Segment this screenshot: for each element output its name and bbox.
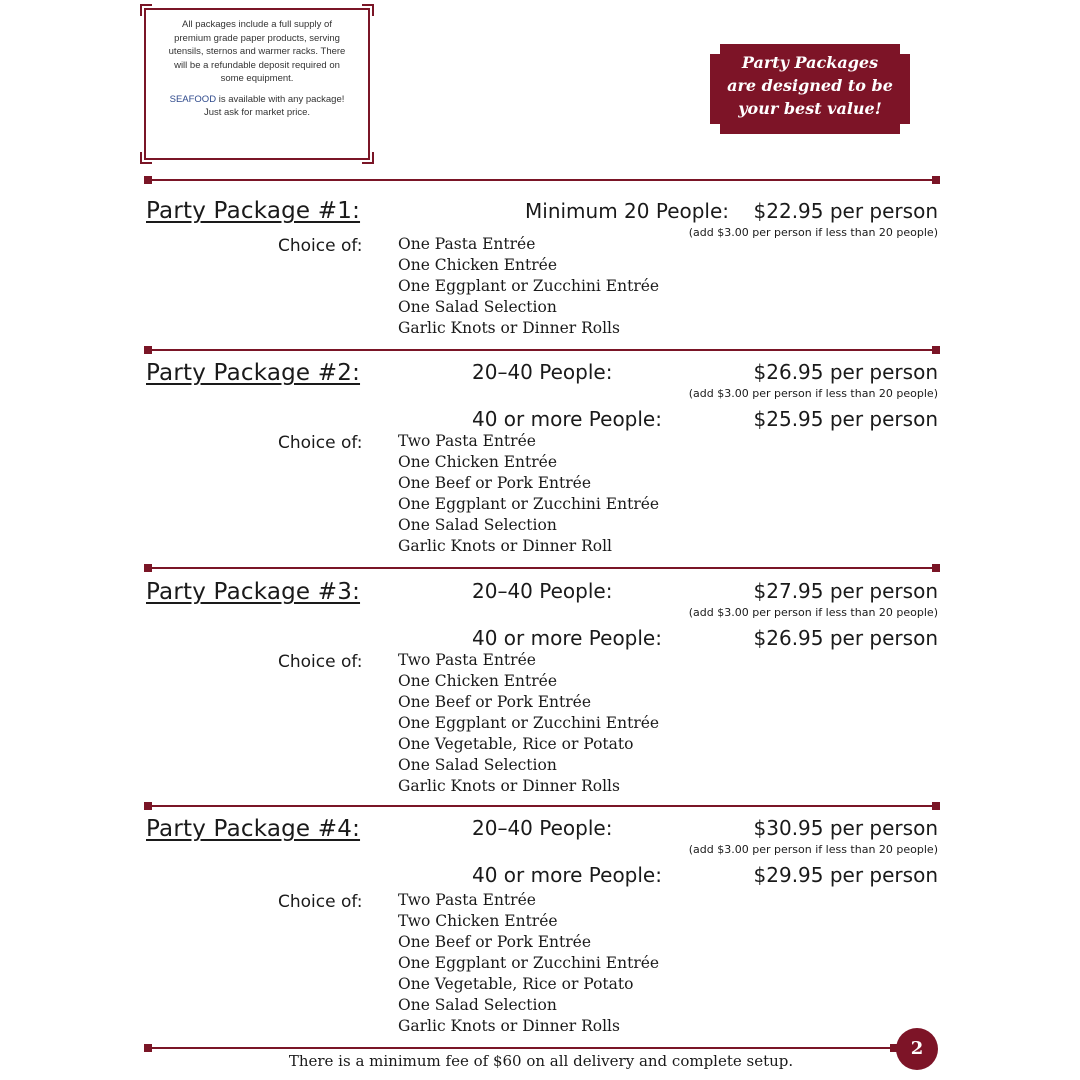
menu-item: One Beef or Pork Entrée: [398, 933, 592, 951]
section-divider: [146, 179, 938, 181]
tier-price: $29.95 per person: [753, 863, 938, 887]
menu-item: Two Pasta Entrée: [398, 432, 536, 450]
corner-ornament-icon: [140, 152, 152, 164]
tier-price: $22.95 per person: [753, 199, 938, 223]
tier-label: 20–40 People:: [472, 816, 613, 840]
tier-label: 40 or more People:: [472, 626, 662, 650]
tier-label: 40 or more People:: [472, 863, 662, 887]
menu-items: [398, 890, 659, 1037]
choice-label: Choice of:: [278, 892, 363, 912]
menu-items: [398, 431, 659, 557]
choice-label: Choice of:: [278, 236, 363, 256]
seafood-note: [164, 93, 350, 120]
surcharge-note: (add $3.00 per person if less than 20 people): [688, 387, 938, 400]
tier-price: $30.95 per person: [753, 816, 938, 840]
tier-label: Minimum 20 People:: [525, 199, 730, 223]
menu-item: One Chicken Entrée: [398, 256, 558, 274]
menu-item: Garlic Knots or Dinner Rolls: [398, 777, 620, 795]
section-divider: [146, 805, 938, 807]
corner-ornament-icon: [362, 152, 374, 164]
menu-item: One Eggplant or Zucchini Entrée: [398, 495, 660, 513]
menu-item: One Chicken Entrée: [398, 672, 558, 690]
promo-line: are designed to be: [727, 76, 893, 95]
package-title: Party Package #4:: [146, 816, 361, 842]
promo-line: your best value!: [738, 99, 882, 118]
section-divider: [146, 567, 938, 569]
menu-item: One Vegetable, Rice or Potato: [398, 735, 634, 753]
surcharge-note: (add $3.00 per person if less than 20 people): [688, 843, 938, 856]
seafood-word: SEAFOOD: [169, 93, 217, 105]
menu-item: One Eggplant or Zucchini Entrée: [398, 714, 660, 732]
package-title: Party Package #3:: [146, 579, 361, 605]
tier-price: $26.95 per person: [753, 360, 938, 384]
promo-banner: [710, 44, 910, 134]
menu-item: One Eggplant or Zucchini Entrée: [398, 277, 660, 295]
menu-item: Garlic Knots or Dinner Rolls: [398, 319, 620, 337]
seafood-text: is available with any package! Just ask for market price.: [203, 93, 345, 118]
tier-price: $25.95 per person: [753, 407, 938, 431]
menu-item: One Chicken Entrée: [398, 453, 558, 471]
menu-item: Two Pasta Entrée: [398, 891, 536, 909]
info-text: All packages include a full supply of premium grade paper products, serving utensils, sternos and warmer racks. There will be a refundable deposit required on some equipment.: [168, 19, 346, 84]
menu-item: One Beef or Pork Entrée: [398, 693, 592, 711]
menu-item: Two Chicken Entrée: [398, 912, 558, 930]
tier-price: $27.95 per person: [753, 579, 938, 603]
menu-item: One Pasta Entrée: [398, 235, 536, 253]
promo-line: Party Packages: [741, 53, 879, 72]
menu-item: Garlic Knots or Dinner Rolls: [398, 1017, 620, 1035]
choice-label: Choice of:: [278, 652, 363, 672]
surcharge-note: (add $3.00 per person if less than 20 people): [688, 226, 938, 239]
surcharge-note: (add $3.00 per person if less than 20 people): [688, 606, 938, 619]
section-divider: [146, 349, 938, 351]
tier-label: 20–40 People:: [472, 360, 613, 384]
menu-item: One Salad Selection: [398, 996, 557, 1014]
corner-ornament-icon: [362, 4, 374, 16]
package-info-box: [144, 8, 370, 160]
menu-item: One Beef or Pork Entrée: [398, 474, 592, 492]
tier-label: 20–40 People:: [472, 579, 613, 603]
menu-item: One Salad Selection: [398, 298, 557, 316]
delivery-fee-note: There is a minimum fee of $60 on all delivery and complete setup.: [288, 1052, 794, 1070]
menu-item: Two Pasta Entrée: [398, 651, 536, 669]
tier-label: 40 or more People:: [472, 407, 662, 431]
menu-item: One Salad Selection: [398, 756, 557, 774]
menu-item: One Eggplant or Zucchini Entrée: [398, 954, 660, 972]
menu-item: One Vegetable, Rice or Potato: [398, 975, 634, 993]
menu-item: Garlic Knots or Dinner Roll: [398, 537, 613, 555]
tier-price: $26.95 per person: [753, 626, 938, 650]
corner-ornament-icon: [140, 4, 152, 16]
section-divider: [146, 1047, 896, 1049]
package-title: Party Package #1:: [146, 198, 361, 224]
menu-items: [398, 234, 659, 339]
page-number: 2: [896, 1028, 938, 1070]
menu-item: One Salad Selection: [398, 516, 557, 534]
package-title: Party Package #2:: [146, 360, 361, 386]
menu-items: [398, 650, 659, 797]
choice-label: Choice of:: [278, 433, 363, 453]
